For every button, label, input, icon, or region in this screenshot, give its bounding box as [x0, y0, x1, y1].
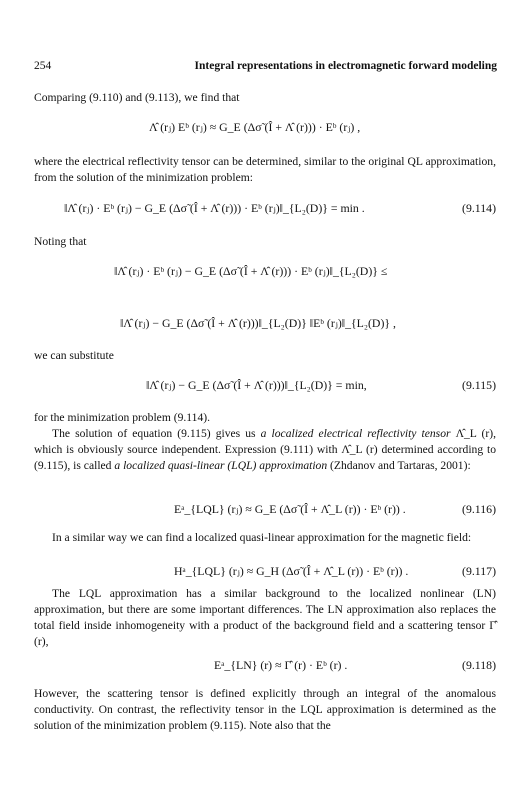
equation-number: (9.116) [462, 502, 496, 516]
equation-number: (9.114) [462, 201, 496, 215]
equation-body: Λ̂ (rⱼ) Eᵇ (rⱼ) ≈ G_E (Δσ̃ (Î + Λ̂ (r))) · Eᵇ (rⱼ) , [149, 120, 361, 134]
paragraph-magnetic: In a similar way we can find a localized quasi-linear approximation for the magnetic field: [52, 531, 472, 544]
equation-9-116 [34, 502, 496, 524]
running-title: Integral representations in electromagnetic forward modeling [194, 60, 497, 72]
equation-9-117 [34, 564, 496, 586]
paragraph-lql-definition [34, 426, 496, 474]
equation-body: ‖Λ̂ (rⱼ) · Eᵇ (rⱼ) − G_E (Δσ̃ (Î + Λ̂ (r))) · Eᵇ (rⱼ)‖_{L₂(D)} = min . [64, 201, 365, 215]
paragraph-comparing: Comparing (9.110) and (9.113), we find that [34, 91, 240, 104]
equation-body: Hᵃ_{LQL} (rⱼ) ≈ G_H (Δσ̃ (Î + Λ̂_L (r)) · Eᵇ (r)) . [174, 564, 409, 578]
equation-body: Eᵃ_{LN} (r) ≈ Γ̂ (r) · Eᵇ (r) . [214, 658, 348, 672]
emphasis-lql-approximation: a localized quasi-linear (LQL) approximation [114, 459, 328, 472]
equation-body: ‖Λ̂ (rⱼ) · Eᵇ (rⱼ) − G_E (Δσ̃ (Î + Λ̂ (r))) · Eᵇ (rⱼ)‖_{L₂(D)} ≤ [114, 264, 388, 278]
text-run: (Zhdanov and Tartaras, 2001): [327, 459, 471, 472]
paragraph-however: However, the scattering tensor is defined explicitly through an integral of the anomalous conductivity. On contrast, the reflectivity tensor in the LQL approximation is determined as the solution of the minimization problem (9.115). Note also that the [34, 687, 496, 732]
paragraph-ln-comparison: The LQL approximation has a similar background to the localized nonlinear (LN) approximation, but there are some important differences. The LN approximation also replaces the total field inside inhomogeneity with a product of the background field and a scattering tensor Γ̂ (r), [34, 587, 496, 648]
paragraph-minimization-ref: for the minimization problem (9.114). [34, 411, 211, 424]
paragraph-where: where the electrical reflectivity tensor can be determined, similar to the original QL approximation, from the solution of the minimization problem: [34, 155, 496, 184]
equation-number: (9.117) [462, 564, 496, 578]
equation-9-115 [34, 378, 496, 400]
text-run: Λ̂_L (r), which is obviously source independent. Expression (9.111) with Λ̂_L (r) determined according to (9.115), is called [34, 427, 496, 472]
equation-number: (9.118) [462, 658, 496, 672]
equation-inequality-line-2 [34, 316, 496, 338]
page-number: 254 [34, 60, 52, 72]
paragraph-substitute: we can substitute [34, 349, 114, 362]
equation-body: ‖Λ̂ (rⱼ) − G_E (Δσ̃ (Î + Λ̂ (r)))‖_{L₂(D)} ‖Eᵇ (rⱼ)‖_{L₂(D)} , [120, 316, 396, 330]
text-run: The solution of equation (9.115) gives us [52, 427, 261, 440]
equation-9-118 [34, 658, 496, 680]
equation-9-114 [34, 201, 496, 223]
equation-body: Eᵃ_{LQL} (rⱼ) ≈ G_E (Δσ̃ (Î + Λ̂_L (r)) · Eᵇ (r)) . [174, 502, 406, 516]
equation-body: ‖Λ̂ (rⱼ) − G_E (Δσ̃ (Î + Λ̂ (r)))‖_{L₂(D)} = min, [146, 378, 367, 392]
paragraph-noting: Noting that [34, 235, 87, 248]
emphasis-reflectivity-tensor: a localized electrical reflectivity tensor [260, 427, 451, 440]
equation-number: (9.115) [462, 378, 496, 392]
running-header [34, 60, 497, 76]
equation-inequality-line-1 [34, 264, 496, 286]
equation-9-113-comparison [34, 120, 496, 142]
